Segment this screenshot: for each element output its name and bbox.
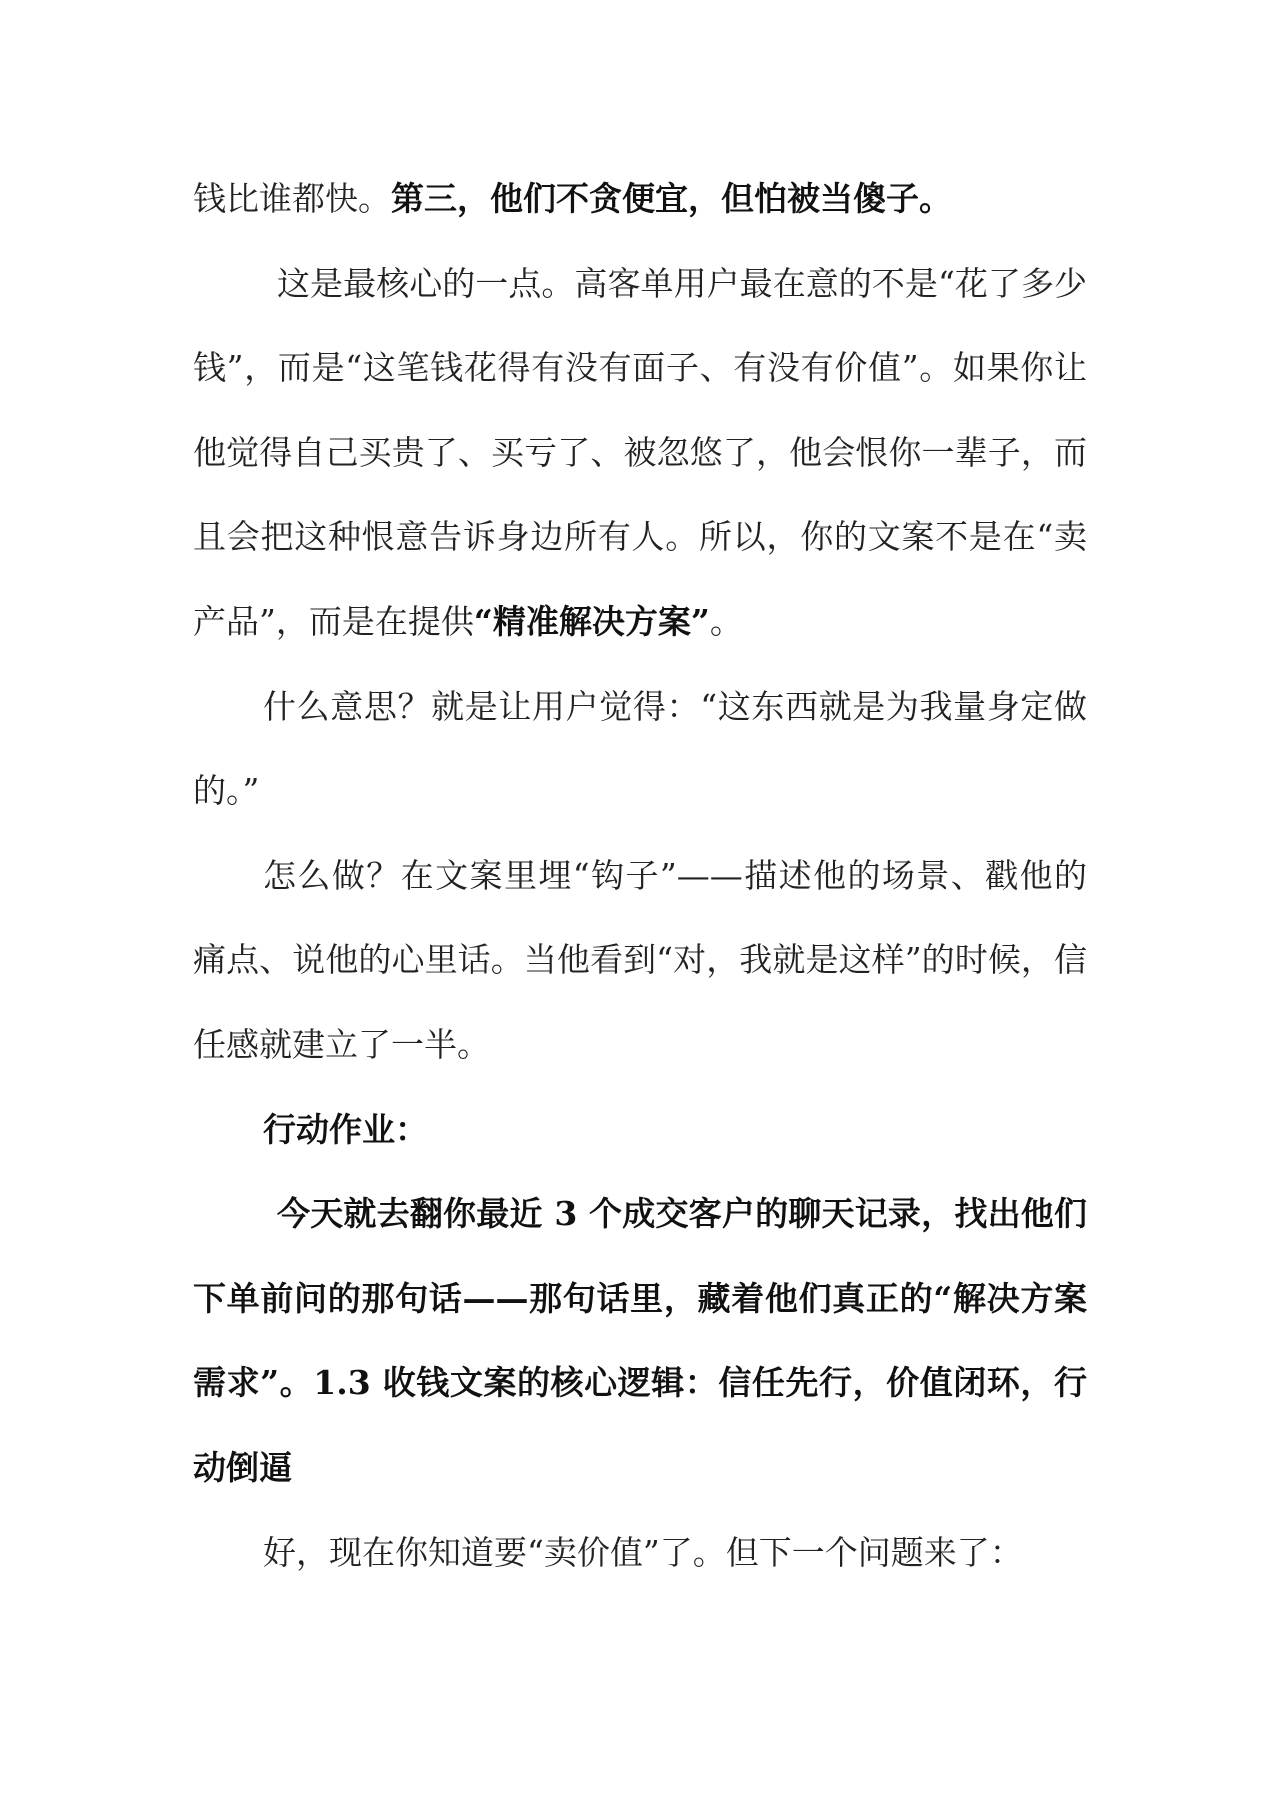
paragraph-5 — [193, 1088, 1087, 1173]
paragraph-6-bold: 今天就去翻你最近 3 个成交客户的聊天记录，找出他们下单前问的那句话——那句话里，藏着他们真正的“解决方案需求”。1.3 收钱文案的核心逻辑：信任先行，价值闭环，行动倒逼 — [193, 1194, 1087, 1487]
paragraph-1-normal: 钱比谁都快。 — [193, 179, 391, 218]
paragraph-4: 怎么做？在文案里埋“钩子”——描述他的场景、戳他的痛点、说他的心里话。当他看到“对，我就是这样”的时候，信任感就建立了一半。 — [193, 855, 1087, 1064]
body-text — [193, 157, 1087, 1595]
paragraph-6 — [193, 1172, 1087, 1510]
paragraph-2-tail: 。 — [709, 601, 743, 641]
paragraph-2 — [193, 242, 1087, 665]
paragraph-2-text: 这是最核心的一点。高客单用户最在意的不是“花了多少钱”，而是“这笔钱花得有没有面子、有没有价值”。如果你让他觉得自己买贵了、买亏了、被忽悠了，他会恨你一辈子，而且会把这种恨意告诉身边所有人。所以，你的文案不是在“卖产品”，而是在提供 — [193, 263, 1087, 641]
paragraph-5-bold: 行动作业： — [263, 1109, 428, 1149]
paragraph-7: 好，现在你知道要“卖价值”了。但下一个问题来了： — [263, 1532, 1023, 1572]
paragraph-3: 什么意思？就是让用户觉得：“这东西就是为我量身定做的。” — [193, 686, 1087, 811]
paragraph-1-bold: 第三，他们不贪便宜，但怕被当傻子。 — [391, 179, 952, 218]
paragraph-1 — [193, 157, 1087, 242]
paragraph-2-bold: “精准解决方案” — [473, 601, 710, 641]
